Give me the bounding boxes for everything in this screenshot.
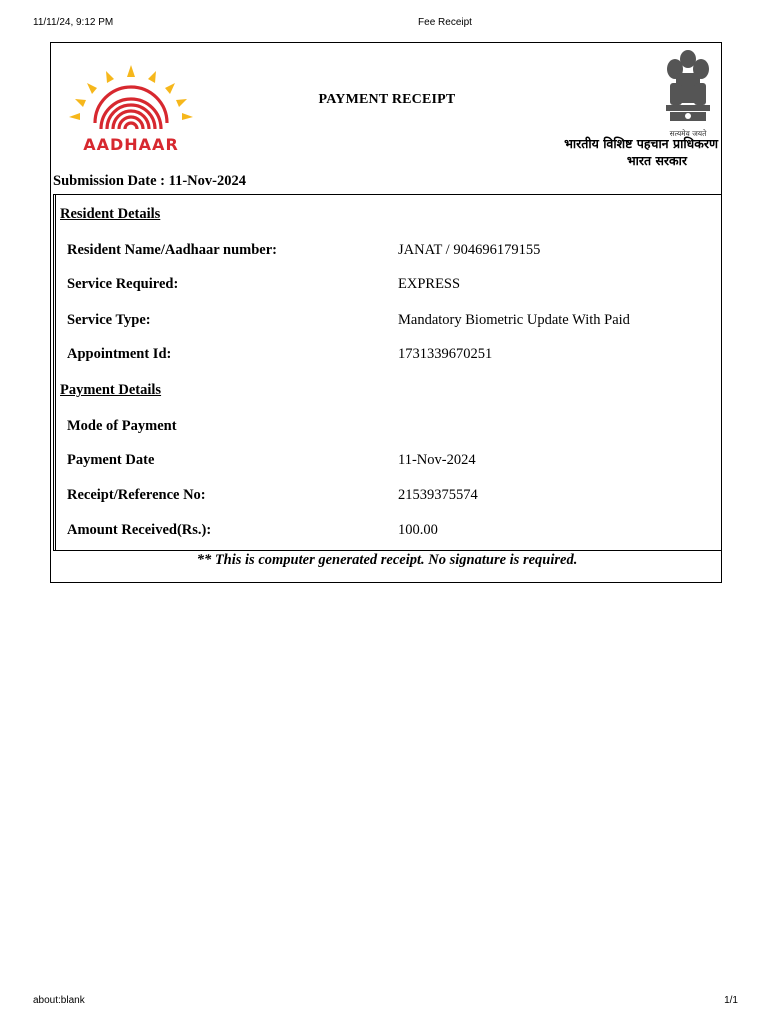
payment-date-label: Payment Date	[67, 452, 155, 468]
details-inner-border	[55, 195, 56, 550]
service-type-label: Service Type:	[67, 312, 151, 328]
resident-name-value: JANAT / 904696179155	[398, 242, 541, 258]
authority-name: भारतीय विशिष्ट पहचान प्राधिकरण	[564, 136, 718, 151]
print-page-title: Fee Receipt	[418, 17, 472, 28]
emblem-motto: सत्यमेव जयते	[669, 129, 707, 138]
reference-no-value: 21539375574	[398, 487, 478, 503]
print-page-count: 1/1	[724, 995, 738, 1006]
payment-details-heading: Payment Details	[60, 382, 162, 398]
appointment-id-value: 1731339670251	[398, 346, 493, 362]
amount-received-label: Amount Received(Rs.):	[67, 522, 212, 538]
receipt-heading: PAYMENT RECEIPT	[318, 92, 456, 107]
payment-receipt	[50, 42, 722, 583]
print-header	[0, 17, 768, 31]
government-name: भारत सरकार	[626, 153, 687, 168]
reference-no-label: Receipt/Reference No:	[67, 487, 206, 503]
computer-generated-note: ** This is computer generated receipt. No signature is required.	[196, 552, 578, 568]
print-timestamp: 11/11/24, 9:12 PM	[33, 17, 114, 28]
resident-details-heading: Resident Details	[60, 206, 161, 222]
service-required-value: EXPRESS	[398, 276, 461, 292]
print-url: about:blank	[33, 995, 85, 1006]
aadhaar-logo	[61, 63, 201, 153]
resident-name-label: Resident Name/Aadhaar number:	[67, 242, 277, 258]
aadhaar-logo-text: AADHAAR	[83, 135, 179, 153]
issuing-authority	[564, 135, 718, 169]
mode-of-payment-label: Mode of Payment	[67, 418, 177, 434]
submission-date: Submission Date : 11-Nov-2024	[53, 173, 246, 189]
national-emblem-icon	[658, 45, 718, 140]
payment-date-value: 11-Nov-2024	[398, 452, 476, 468]
service-type-value: Mandatory Biometric Update With Paid	[398, 312, 630, 328]
amount-received-value: 100.00	[398, 522, 438, 538]
print-footer	[0, 995, 768, 1009]
appointment-id-label: Appointment Id:	[67, 346, 172, 362]
service-required-label: Service Required:	[67, 276, 179, 292]
details-box	[53, 194, 722, 551]
